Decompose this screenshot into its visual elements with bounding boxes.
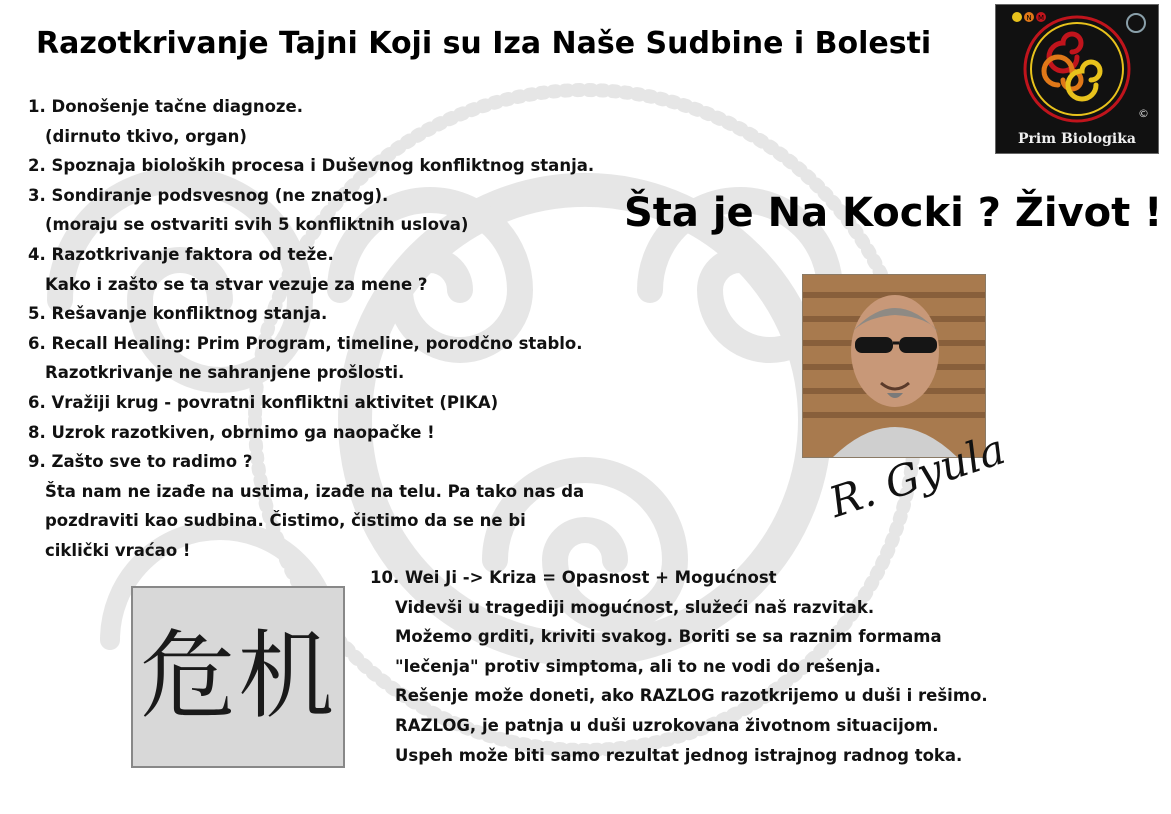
step-line: Šta nam ne izađe na ustima, izađe na telu. Pa tako nas da bbox=[45, 481, 585, 501]
step-line: 4. Razotkrivanje faktora od teže. bbox=[28, 244, 334, 264]
weiji-line: RAZLOG, je patnja u duši uzrokovana životnom situacijom. bbox=[395, 715, 939, 735]
step-line: ciklički vraćao ! bbox=[45, 540, 191, 560]
wei-ji-paragraph bbox=[370, 563, 988, 770]
weiji-line: "lečenja" protiv simptoma, ali to ne vodi do rešenja. bbox=[395, 656, 881, 676]
step-line: (dirnuto tkivo, organ) bbox=[45, 126, 247, 146]
wei-ji-characters: 危机 bbox=[140, 620, 336, 732]
logo-caption: Prim Biologika bbox=[1018, 131, 1136, 147]
logo-dot-letter-n: N bbox=[1026, 14, 1032, 22]
page-title: Razotkrivanje Tajni Koji su Iza Naše Sudbine i Bolesti bbox=[36, 26, 932, 61]
headline: Šta je Na Kocki ? Život ! bbox=[624, 190, 1163, 236]
step-line: 6. Vražiji krug - povratni konfliktni aktivitet (PIKA) bbox=[28, 392, 499, 412]
step-line: 9. Zašto sve to radimo ? bbox=[28, 452, 253, 472]
step-line: Razotkrivanje ne sahranjene prošlosti. bbox=[45, 363, 405, 383]
step-line: 6. Recall Healing: Prim Program, timeline, porodčno stablo. bbox=[28, 333, 583, 353]
step-line: (moraju se ostvariti svih 5 konfliktnih uslova) bbox=[45, 215, 469, 235]
signature-text: R. Gyula bbox=[823, 424, 1011, 527]
wei-ji-characters-box bbox=[131, 586, 345, 768]
weiji-line: Uspeh može biti samo rezultat jednog istrajnog radnog toka. bbox=[395, 745, 963, 765]
weiji-line: Možemo grditi, kriviti svakog. Boriti se sa raznim formama bbox=[395, 627, 942, 647]
weiji-line: Rešenje može doneti, ako RAZLOG razotkrijemo u duši i rešimo. bbox=[395, 686, 988, 706]
step-line: 5. Rešavanje konfliktnog stanja. bbox=[28, 304, 328, 324]
logo-dot-letter-m: M bbox=[1037, 14, 1045, 22]
prim-biologika-logo bbox=[995, 4, 1159, 154]
steps-list bbox=[28, 92, 594, 566]
signature bbox=[822, 418, 1011, 527]
step-line: Kako i zašto se ta stvar vezuje za mene ? bbox=[45, 274, 428, 294]
step-line: 2. Spoznaja bioloških procesa i Duševnog konfliktnog stanja. bbox=[28, 156, 595, 176]
step-line: pozdraviti kao sudbina. Čistimo, čistimo da se ne bi bbox=[45, 511, 526, 531]
step-line: 3. Sondiranje podsvesnog (ne znatog). bbox=[28, 185, 389, 205]
weiji-line: 10. Wei Ji -> Kriza = Opasnost + Mogućnost bbox=[370, 568, 777, 587]
copyright-symbol: © bbox=[1138, 107, 1149, 120]
step-line: 8. Uzrok razotkiven, obrnimo ga naopačke ! bbox=[28, 422, 435, 442]
step-line: 1. Donošenje tačne diagnoze. bbox=[28, 97, 303, 116]
weiji-line: Videvši u tragediji mogućnost, služeći naš razvitak. bbox=[395, 597, 875, 617]
triskelion-logo-icon bbox=[996, 5, 1158, 127]
